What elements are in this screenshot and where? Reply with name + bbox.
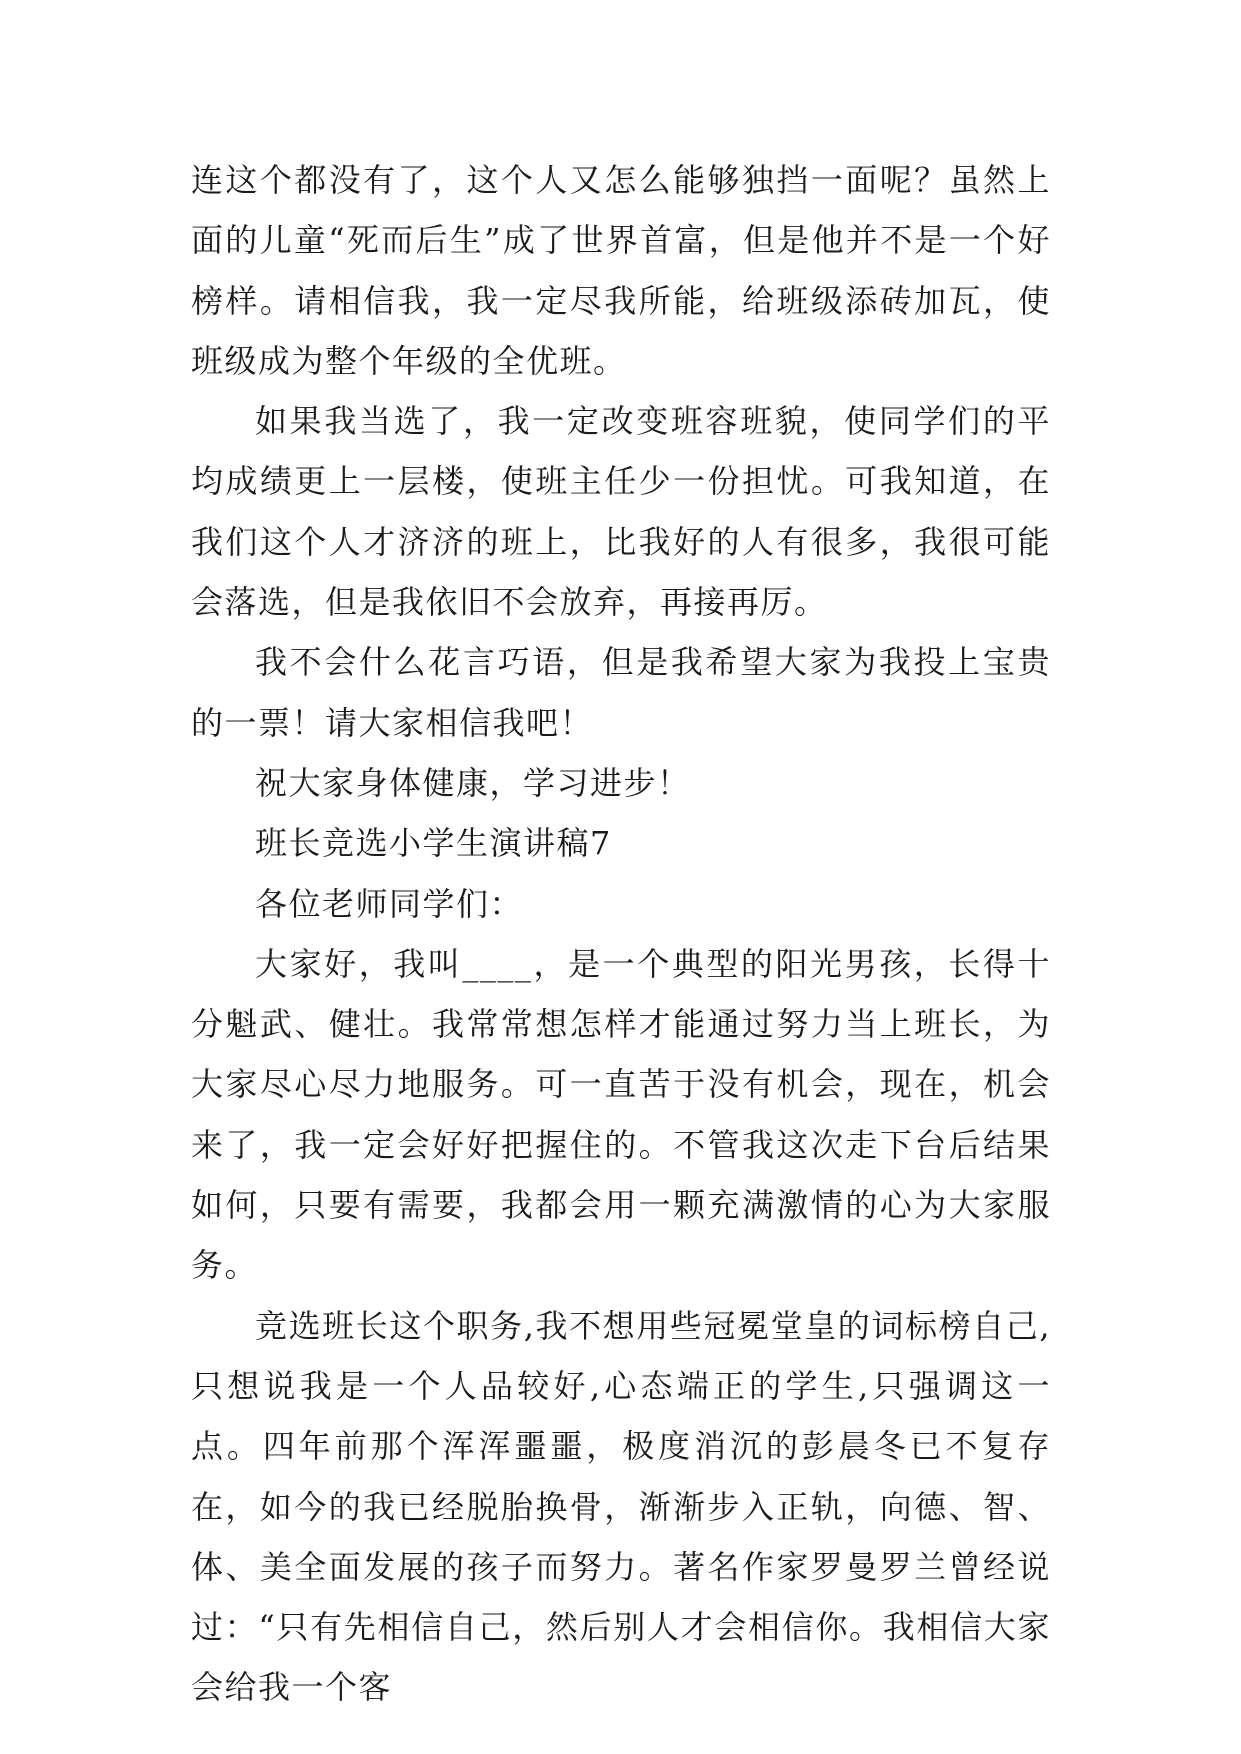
paragraph: 如果我当选了，我一定改变班容班貌，使同学们的平均成绩更上一层楼，使班主任少一份担忧。可我知道，在我们这个人才济济的班上，比我好的人有很多，我很可能会落选，但是我依旧不会放弃，再接再厉。 (191, 402, 1051, 622)
salutation: 各位老师同学们： (255, 884, 524, 923)
paragraph: 连这个都没有了，这个人又怎么能够独挡一面呢？虽然上面的儿童“死而后生”成了世界首富，但是他并不是一个好榜样。请相信我，我一定尽我所能，给班级添砖加瓦，使班级成为整个年级的全优班。 (191, 161, 1051, 380)
paragraph: 大家好，我叫____，是一个典型的阳光男孩，长得十分魁武、健壮。我常常想怎样才能通过努力当上班长，为大家尽心尽力地服务。可一直苦于没有机会，现在，机会来了，我一定会好好把握住的。不管我这次走下台后结果如何，只要有需要，我都会用一颗充满激情的心为大家服务。 (191, 944, 1051, 1285)
paragraph: 竞选班长这个职务,我不想用些冠冕堂皇的词标榜自己,只想说我是一个人品较好,心态端正的学生,只强调这一点。四年前那个浑浑噩噩，极度消沉的彭晨冬已不复存在，如今的我已经脱胎换骨，渐渐步入正轨，向德、智、体、美全面发展的孩子而努力。著名作家罗曼罗兰曾经说过：“只有先相信自己，然后别人才会相信你。我相信大家会给我一个客 (191, 1306, 1051, 1707)
section-heading: 班长竞选小学生演讲稿7 (255, 824, 612, 863)
document-page (191, 150, 1051, 1718)
paragraph: 祝大家身体健康，学习进步！ (255, 763, 691, 802)
paragraph: 我不会什么花言巧语，但是我希望大家为我投上宝贵的一票！请大家相信我吧！ (191, 643, 1051, 742)
